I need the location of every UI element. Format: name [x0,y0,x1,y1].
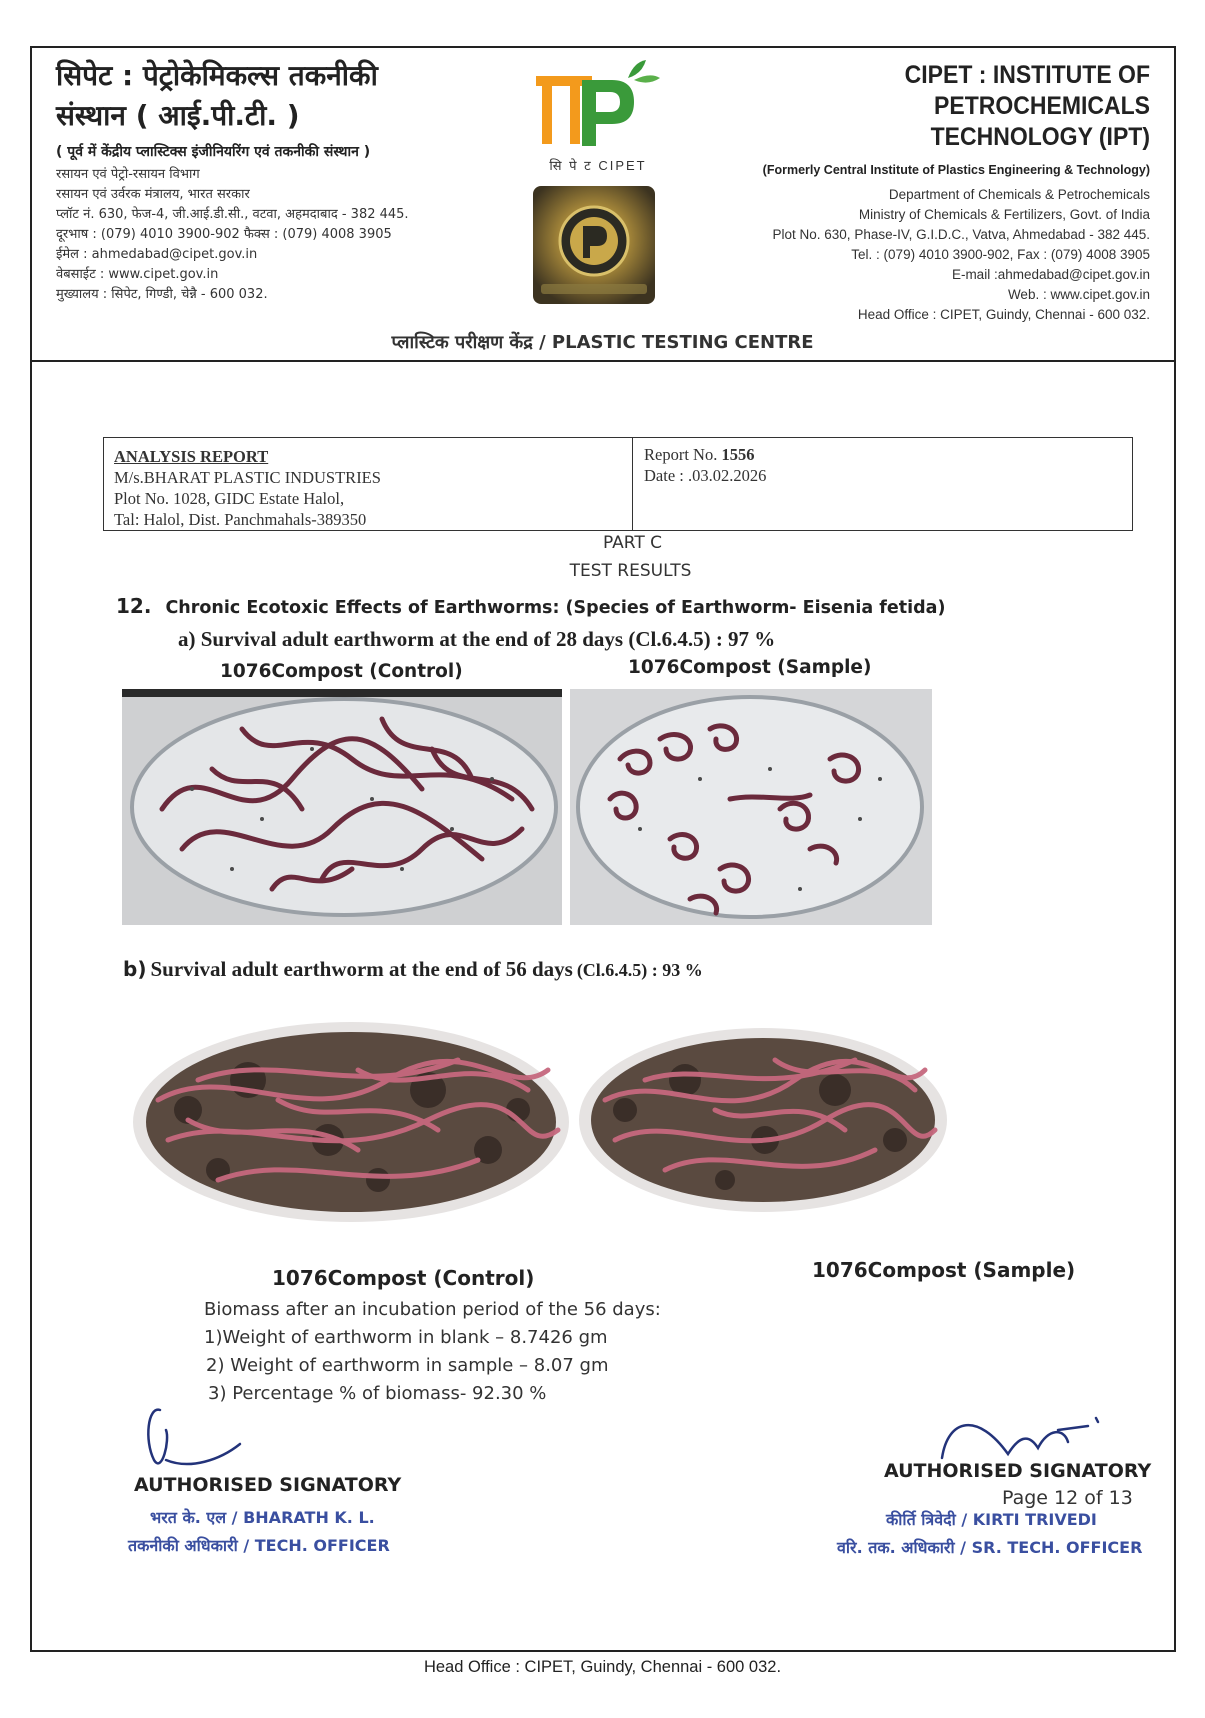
hindi-address-line: मुख्यालय : सिपेट, गिण्डी, चेन्नै - 600 032. [56,287,268,302]
report-no-label: Report No. [644,445,718,464]
signature-left [140,1400,260,1480]
hologram-seal [533,186,655,304]
biomass-item: 2) Weight of earthworm in sample – 8.07 gm [206,1355,609,1376]
english-address-line: Department of Chemicals & Petrochemicals [888,187,1150,202]
english-title-line2: TECHNOLOGY (IPT) [930,123,1150,151]
test-results-heading: TEST RESULTS [569,561,692,581]
english-address-line: Tel. : (079) 4010 3900-902, Fax : (079) 4008 3905 [851,247,1150,262]
cipet-logo-icon [530,56,665,156]
plastic-testing-centre: प्लास्टिक परीक्षण केंद्र / PLASTIC TESTING CENTRE [391,332,814,353]
petri-dish-image [122,689,562,925]
compost-dish-image [575,1020,951,1220]
report-client-cell [104,438,633,530]
petri-dish-image [570,689,932,925]
result-a-text: a) Survival adult earthworm at the end of 28 days (Cl.6.4.5) : 97 % [178,627,776,651]
english-address-line: E-mail :ahmedabad@cipet.gov.in [951,267,1150,282]
photo-56d-sample [575,1020,951,1220]
section-title-text: Chronic Ecotoxic Effects of Earthworms: (Species of Earthworm- Eisenia fetida) [165,598,946,618]
caption-56d-sample: 1076Compost (Sample) [812,1258,1076,1282]
header-divider [30,360,1176,362]
hindi-address-line: रसायन एवं पेट्रो-रसायन विभाग [56,167,200,182]
hindi-address-line: ईमेल : ahmedabad@cipet.gov.in [56,247,258,262]
hindi-title-line1: सिपेट : पेट्रोकेमिकल्स तकनीकी [56,59,378,92]
english-address-line: Web. : www.cipet.gov.in [1007,287,1150,302]
report-meta-cell [644,444,766,486]
report-date: Date : .03.02.2026 [644,466,767,485]
result-b-body: Survival adult earthworm at the end of 56 days [150,957,573,981]
hindi-address-line: प्लॉट नं. 630, फेज-4, जी.आई.डी.सी., वटवा, अहमदाबाद - 382 445. [56,207,409,222]
biomass-item: 3) Percentage % of biomass- 92.30 % [208,1383,547,1404]
cipet-logo [530,56,665,156]
signatory-left-designation: तकनीकी अधिकारी / TECH. OFFICER [128,1536,390,1555]
report-heading: ANALYSIS REPORT [114,447,269,466]
result-b-text [123,957,703,982]
logo-caption: सि पे ट CIPET [549,158,647,173]
english-address-line: Head Office : CIPET, Guindy, Chennai - 600 032. [857,307,1150,322]
english-header-block [690,60,1150,325]
client-name: M/s.BHARAT PLASTIC INDUSTRIES [114,468,381,487]
handwritten-signature-icon [140,1400,260,1480]
caption-28d-sample: 1076Compost (Sample) [628,657,872,678]
compost-dish-image [128,1010,574,1228]
page-number: Page 12 of 13 [1002,1487,1133,1509]
signatory-right-designation: वरि. तक. अधिकारी / SR. TECH. OFFICER [837,1538,1143,1557]
report-no-value: 1556 [721,445,755,464]
hindi-header-block [56,56,496,305]
photo-28d-control [122,689,562,925]
client-address-line1: Plot No. 1028, GIDC Estate Halol, [114,489,345,508]
signature-right [938,1408,1118,1468]
signatory-right-label: AUTHORISED SIGNATORY [884,1460,1152,1482]
hindi-address [56,165,496,305]
section-number: 12. [116,594,152,618]
english-address-line: Ministry of Chemicals & Fertilizers, Govt. of India [858,207,1150,222]
hindi-address-line: दूरभाष : (079) 4010 3900-902 फैक्स : (079) 4008 3905 [56,227,392,242]
part-heading: PART C [602,533,663,553]
signatory-left-label: AUTHORISED SIGNATORY [134,1474,402,1496]
english-title-line1: CIPET : INSTITUTE OF PETROCHEMICALS [904,61,1150,120]
hindi-address-line: वेबसाईट : www.cipet.gov.in [56,267,219,282]
caption-56d-control: 1076Compost (Control) [272,1266,535,1290]
hindi-title-line2: संस्थान ( आई.पी.टी. ) [56,99,300,132]
section-12-title [116,594,1176,618]
result-b-prefix: b) [123,957,147,981]
analysis-report-box [103,437,1133,531]
biomass-item: 1)Weight of earthworm in blank – 8.7426 gm [204,1327,608,1348]
english-formerly: (Formerly Central Institute of Plastics Engineering & Technology) [762,163,1150,177]
client-address-line2: Tal: Halol, Dist. Panchmahals-389350 [114,510,367,529]
english-address-line: Plot No. 630, Phase-IV, G.I.D.C., Vatva, Ahmedabad - 382 445. [772,227,1150,242]
biomass-block [204,1296,661,1408]
photo-28d-sample [570,689,932,925]
english-address [690,185,1150,325]
hologram-icon [533,186,655,304]
hindi-formerly: ( पूर्व में केंद्रीय प्लास्टिक्स इंजीनियरिंग एवं तकनीकी संस्थान ) [56,144,371,160]
signatory-left-name: भरत के. एल / BHARATH K. L. [150,1508,375,1527]
footer-head-office: Head Office : CIPET, Guindy, Chennai - 600 032. [423,1658,782,1676]
photo-56d-control [128,1010,574,1228]
caption-28d-control: 1076Compost (Control) [220,661,463,682]
signatory-right-name: कीर्ति त्रिवेदी / KIRTI TRIVEDI [886,1510,1097,1529]
biomass-intro: Biomass after an incubation period of the 56 days: [204,1299,661,1320]
result-b-clause: (Cl.6.4.5) : 93 % [576,960,703,980]
hindi-address-line: रसायन एवं उर्वरक मंत्रालय, भारत सरकार [56,187,250,202]
handwritten-signature-icon [938,1408,1118,1468]
